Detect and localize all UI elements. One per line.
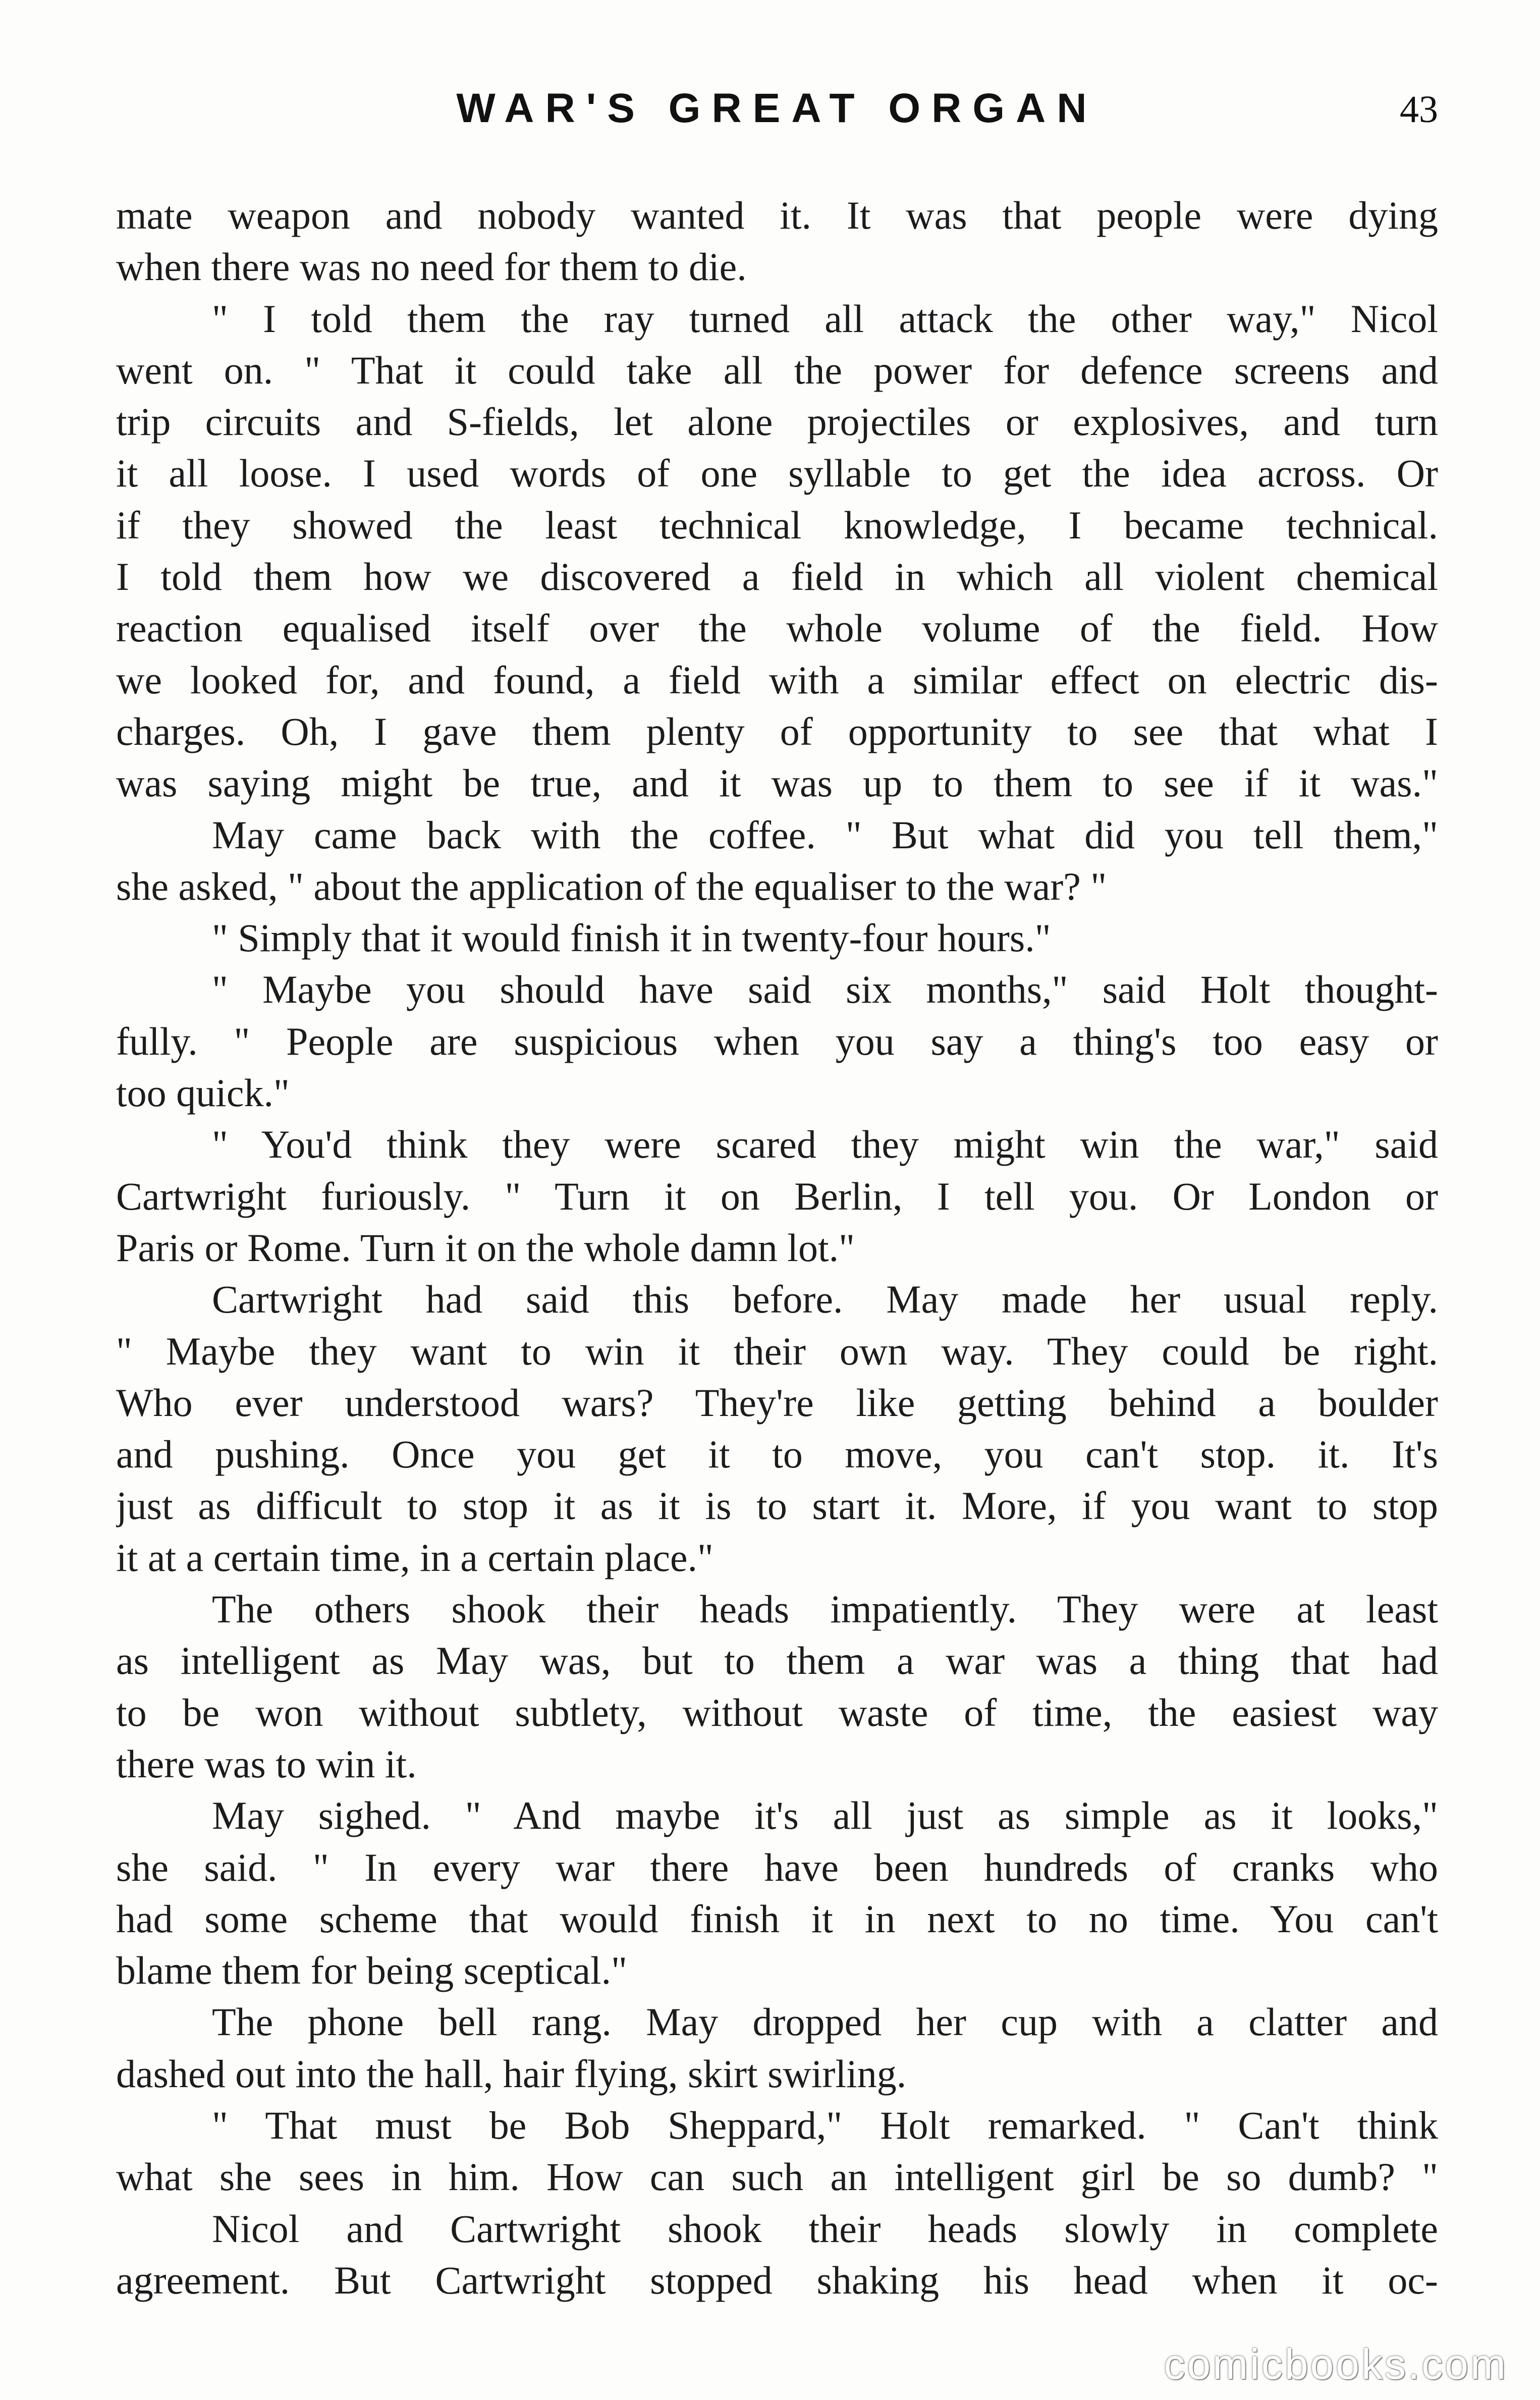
text-line: it at a certain time, in a certain place." (116, 1535, 713, 1579)
text-line: had some scheme that would finish it in next to no time. You can't (116, 1896, 1438, 1941)
text-line: I told them how we discovered a field in which all violent chemical (116, 555, 1438, 599)
text-line: May sighed. " And maybe it's all just as simple as it looks," (212, 1793, 1438, 1838)
text-line: trip circuits and S-fields, let alone projectiles or explosives, and turn (116, 400, 1438, 444)
text-line: it all loose. I used words of one syllable to get the idea across. Or (116, 451, 1438, 496)
text-line: what she sees in him. How can such an intelligent girl be so dumb? " (116, 2155, 1438, 2199)
text-line: mate weapon and nobody wanted it. It was that people were dying (116, 193, 1438, 237)
text-line: " You'd think they were scared they might win the war," said (212, 1122, 1438, 1167)
text-line: The others shook their heads impatiently. They were at least (212, 1587, 1438, 1631)
text-line: blame them for being sceptical." (116, 1948, 627, 1993)
watermark: comicbooks.com (1164, 2340, 1508, 2388)
text-line: fully. " People are suspicious when you say a thing's too easy or (116, 1019, 1438, 1063)
text-line: Who ever understood wars? They're like getting behind a boulder (116, 1380, 1438, 1425)
text-line: was saying might be true, and it was up to them to see if it was." (116, 761, 1438, 805)
text-line: " Maybe they want to win it their own way. They could be right. (116, 1329, 1438, 1373)
text-line: she said. " In every war there have been hundreds of cranks who (116, 1845, 1438, 1889)
text-line: she asked, " about the application of the equaliser to the war? " (116, 864, 1107, 908)
text-line: Cartwright furiously. " Turn it on Berlin, I tell you. Or London or (116, 1174, 1438, 1218)
text-line: agreement. But Cartwright stopped shaking his head when it oc- (116, 2258, 1438, 2302)
text-line: Cartwright had said this before. May made her usual reply. (212, 1277, 1438, 1322)
text-line: just as difficult to stop it as it is to start it. More, if you want to stop (116, 1484, 1438, 1528)
text-line: " That must be Bob Sheppard," Holt remarked. " Can't think (212, 2103, 1438, 2147)
text-line: we looked for, and found, a field with a similar effect on electric dis- (116, 658, 1438, 702)
running-title: WAR'S GREAT ORGAN (456, 85, 1098, 131)
text-line: as intelligent as May was, but to them a war was a thing that had (116, 1639, 1438, 1683)
text-line: Nicol and Cartwright shook their heads slowly in complete (212, 2206, 1438, 2251)
text-line: and pushing. Once you get it to move, you can't stop. it. It's (116, 1432, 1438, 1477)
running-head (116, 85, 1438, 140)
body-text (116, 190, 1438, 2306)
text-line: charges. Oh, I gave them plenty of opportunity to see that what I (116, 709, 1438, 753)
text-line: when there was no need for them to die. (116, 245, 747, 289)
text-line: to be won without subtlety, without waste of time, the easiest way (116, 1690, 1438, 1734)
text-line: went on. " That it could take all the power for defence screens and (116, 348, 1438, 392)
text-line: " Simply that it would finish it in twenty-four hours." (212, 916, 1051, 960)
text-line: Paris or Rome. Turn it on the whole damn lot." (116, 1225, 855, 1270)
text-line: if they showed the least technical knowledge, I became technical. (116, 503, 1438, 547)
page-number: 43 (1400, 88, 1438, 131)
text-line: dashed out into the hall, hair flying, skirt swirling. (116, 2051, 907, 2096)
text-line: too quick." (116, 1071, 290, 1115)
text-line: there was to win it. (116, 1741, 417, 1786)
text-line: " Maybe you should have said six months," said Holt thought- (212, 967, 1438, 1012)
text-line: The phone bell rang. May dropped her cup with a clatter and (212, 2000, 1438, 2044)
text-line: reaction equalised itself over the whole volume of the field. How (116, 606, 1438, 650)
text-line: " I told them the ray turned all attack the other way," Nicol (212, 296, 1438, 341)
text-line: May came back with the coffee. " But what did you tell them," (212, 812, 1438, 857)
